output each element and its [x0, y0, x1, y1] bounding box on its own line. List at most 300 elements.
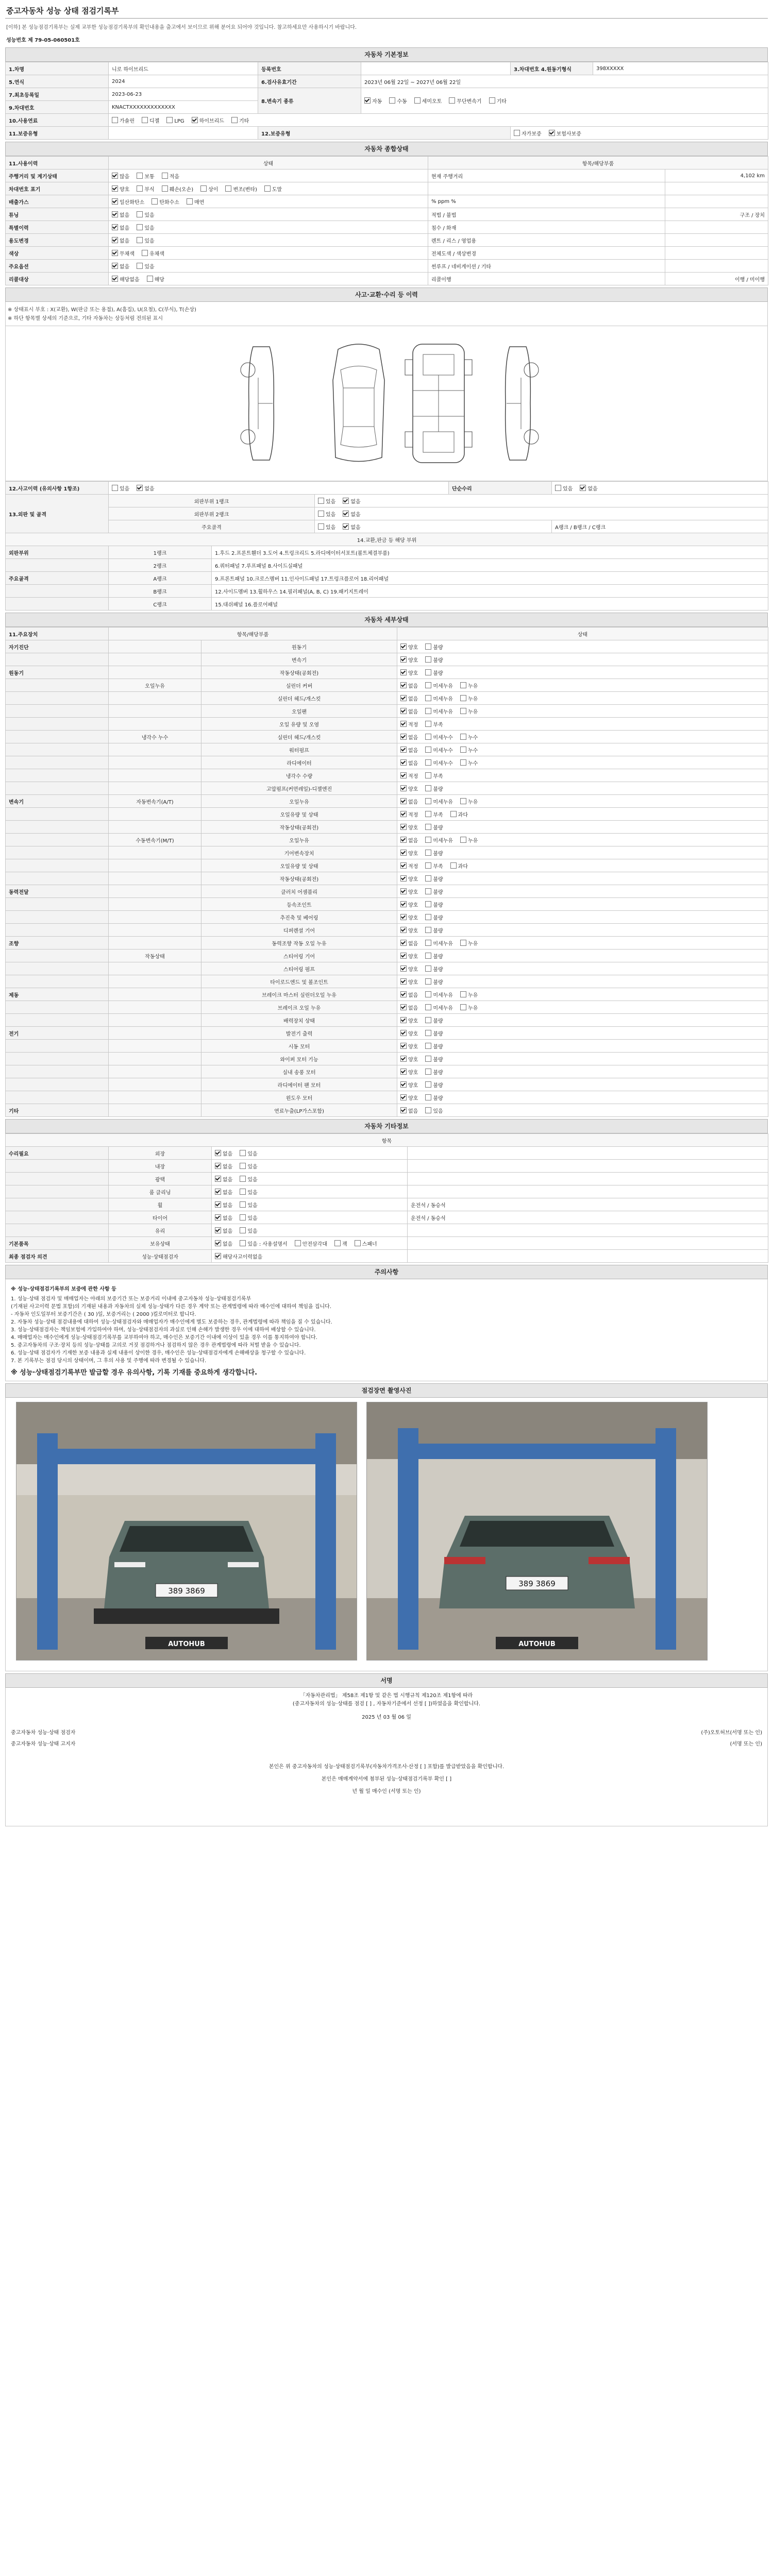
checkbox-icon[interactable]	[400, 669, 407, 675]
checkbox-icon[interactable]	[112, 173, 118, 179]
option[interactable]	[215, 1162, 232, 1170]
option[interactable]	[425, 1042, 443, 1050]
option[interactable]	[112, 211, 129, 218]
checkbox-icon[interactable]	[400, 862, 407, 869]
option[interactable]	[425, 785, 443, 792]
checkbox-icon[interactable]	[400, 695, 407, 701]
checkbox-icon[interactable]	[400, 1081, 407, 1088]
option[interactable]	[112, 185, 129, 193]
checkbox-icon[interactable]	[400, 1056, 407, 1062]
checkbox-icon[interactable]	[142, 250, 148, 256]
checkbox-icon[interactable]	[425, 862, 431, 869]
checkbox-icon[interactable]	[400, 1107, 407, 1113]
option[interactable]	[425, 682, 453, 689]
option[interactable]	[400, 810, 418, 818]
checkbox-icon[interactable]	[400, 927, 407, 933]
option[interactable]	[400, 643, 418, 651]
option[interactable]	[215, 1201, 232, 1209]
option[interactable]	[460, 694, 478, 702]
option[interactable]	[400, 1016, 418, 1024]
checkbox-icon[interactable]	[318, 511, 324, 517]
option[interactable]	[137, 185, 154, 193]
checkbox-icon[interactable]	[343, 511, 349, 517]
checkbox-icon[interactable]	[364, 97, 371, 104]
option[interactable]	[112, 275, 140, 283]
checkbox-icon[interactable]	[425, 1081, 431, 1088]
option[interactable]	[425, 733, 453, 741]
option[interactable]	[450, 810, 468, 818]
checkbox-icon[interactable]	[200, 185, 207, 192]
checkbox-icon[interactable]	[343, 523, 349, 530]
option[interactable]	[389, 97, 407, 105]
checkbox-icon[interactable]	[400, 734, 407, 740]
option[interactable]	[400, 1004, 418, 1011]
checkbox-icon[interactable]	[231, 117, 238, 123]
checkbox-icon[interactable]	[425, 837, 431, 843]
checkbox-icon[interactable]	[425, 1004, 431, 1010]
option[interactable]	[425, 669, 443, 676]
checkbox-icon[interactable]	[215, 1201, 221, 1208]
option[interactable]	[425, 978, 443, 986]
option[interactable]	[449, 97, 481, 105]
checkbox-icon[interactable]	[425, 759, 431, 766]
option[interactable]	[137, 211, 154, 218]
option[interactable]	[400, 1055, 418, 1063]
option[interactable]	[215, 1188, 232, 1196]
checkbox-icon[interactable]	[400, 785, 407, 791]
checkbox-icon[interactable]	[400, 708, 407, 714]
checkbox-icon[interactable]	[425, 1017, 431, 1023]
checkbox-icon[interactable]	[425, 1094, 431, 1100]
checkbox-icon[interactable]	[425, 824, 431, 830]
option[interactable]	[400, 1094, 418, 1101]
checkbox-icon[interactable]	[162, 173, 168, 179]
option[interactable]	[162, 185, 193, 193]
checkbox-icon[interactable]	[240, 1176, 246, 1182]
option[interactable]	[400, 669, 418, 676]
option[interactable]	[555, 484, 573, 492]
option[interactable]	[215, 1149, 232, 1157]
checkbox-icon[interactable]	[400, 682, 407, 688]
option[interactable]	[460, 939, 478, 947]
checkbox-icon[interactable]	[215, 1227, 221, 1233]
option[interactable]	[425, 1016, 443, 1024]
option[interactable]	[343, 497, 360, 505]
checkbox-icon[interactable]	[400, 1043, 407, 1049]
checkbox-icon[interactable]	[425, 721, 431, 727]
option[interactable]	[460, 798, 478, 805]
checkbox-icon[interactable]	[240, 1163, 246, 1169]
checkbox-icon[interactable]	[400, 811, 407, 817]
checkbox-icon[interactable]	[425, 772, 431, 778]
checkbox-icon[interactable]	[400, 1094, 407, 1100]
option[interactable]	[231, 116, 249, 124]
option[interactable]	[460, 733, 478, 741]
option[interactable]	[425, 1081, 443, 1089]
option[interactable]	[425, 759, 453, 767]
checkbox-icon[interactable]	[400, 759, 407, 766]
checkbox-icon[interactable]	[400, 747, 407, 753]
checkbox-icon[interactable]	[400, 850, 407, 856]
checkbox-icon[interactable]	[166, 117, 173, 123]
option[interactable]	[137, 262, 154, 270]
checkbox-icon[interactable]	[425, 798, 431, 804]
checkbox-icon[interactable]	[112, 250, 118, 256]
option[interactable]	[215, 1227, 232, 1234]
checkbox-icon[interactable]	[425, 708, 431, 714]
option[interactable]	[400, 862, 418, 870]
option[interactable]	[400, 823, 418, 831]
option[interactable]	[318, 523, 335, 531]
checkbox-icon[interactable]	[400, 721, 407, 727]
checkbox-icon[interactable]	[425, 656, 431, 663]
option[interactable]	[425, 836, 453, 844]
option[interactable]	[187, 198, 204, 206]
option[interactable]	[425, 1068, 443, 1076]
checkbox-icon[interactable]	[215, 1240, 221, 1246]
option[interactable]	[152, 198, 179, 206]
checkbox-icon[interactable]	[240, 1240, 246, 1246]
checkbox-icon[interactable]	[425, 811, 431, 817]
checkbox-icon[interactable]	[264, 185, 271, 192]
option[interactable]	[400, 785, 418, 792]
option[interactable]	[425, 1029, 443, 1037]
option[interactable]	[400, 836, 418, 844]
option[interactable]	[425, 720, 443, 728]
option[interactable]	[580, 484, 597, 492]
checkbox-icon[interactable]	[400, 888, 407, 894]
checkbox-icon[interactable]	[112, 117, 118, 123]
option[interactable]	[425, 823, 443, 831]
option[interactable]	[400, 759, 418, 767]
option[interactable]	[240, 1201, 257, 1209]
option[interactable]	[400, 682, 418, 689]
option[interactable]	[514, 129, 542, 137]
option[interactable]	[112, 236, 129, 244]
checkbox-icon[interactable]	[489, 97, 495, 104]
option[interactable]	[215, 1252, 262, 1260]
checkbox-icon[interactable]	[240, 1227, 246, 1233]
checkbox-icon[interactable]	[112, 224, 118, 230]
checkbox-icon[interactable]	[425, 747, 431, 753]
checkbox-icon[interactable]	[112, 276, 118, 282]
option[interactable]	[225, 185, 257, 193]
checkbox-icon[interactable]	[137, 485, 143, 491]
option[interactable]	[425, 1094, 443, 1101]
checkbox-icon[interactable]	[425, 643, 431, 650]
option[interactable]	[343, 510, 360, 518]
checkbox-icon[interactable]	[425, 785, 431, 791]
checkbox-icon[interactable]	[400, 656, 407, 663]
option[interactable]	[192, 116, 224, 124]
checkbox-icon[interactable]	[137, 224, 143, 230]
checkbox-icon[interactable]	[400, 940, 407, 946]
checkbox-icon[interactable]	[240, 1150, 246, 1156]
checkbox-icon[interactable]	[460, 1004, 466, 1010]
option[interactable]	[215, 1175, 232, 1183]
checkbox-icon[interactable]	[400, 643, 407, 650]
checkbox-icon[interactable]	[334, 1240, 341, 1246]
checkbox-icon[interactable]	[580, 485, 586, 491]
option[interactable]	[400, 1107, 418, 1114]
checkbox-icon[interactable]	[555, 485, 561, 491]
checkbox-icon[interactable]	[137, 211, 143, 217]
option[interactable]	[318, 497, 335, 505]
option[interactable]	[137, 236, 154, 244]
checkbox-icon[interactable]	[112, 211, 118, 217]
option[interactable]	[400, 926, 418, 934]
option[interactable]	[112, 116, 135, 124]
option[interactable]	[215, 1214, 232, 1222]
checkbox-icon[interactable]	[460, 837, 466, 843]
option[interactable]	[425, 707, 453, 715]
option[interactable]	[343, 523, 360, 531]
option[interactable]	[112, 262, 129, 270]
checkbox-icon[interactable]	[460, 759, 466, 766]
checkbox-icon[interactable]	[137, 263, 143, 269]
option[interactable]	[400, 733, 418, 741]
checkbox-icon[interactable]	[192, 117, 198, 123]
checkbox-icon[interactable]	[355, 1240, 361, 1246]
checkbox-icon[interactable]	[450, 811, 457, 817]
checkbox-icon[interactable]	[425, 953, 431, 959]
checkbox-icon[interactable]	[549, 130, 555, 136]
checkbox-icon[interactable]	[425, 927, 431, 933]
checkbox-icon[interactable]	[137, 237, 143, 243]
option[interactable]	[425, 901, 443, 908]
option[interactable]	[215, 1240, 232, 1247]
checkbox-icon[interactable]	[460, 940, 466, 946]
option[interactable]	[489, 97, 507, 105]
checkbox-icon[interactable]	[147, 276, 153, 282]
checkbox-icon[interactable]	[240, 1189, 246, 1195]
checkbox-icon[interactable]	[425, 914, 431, 920]
option[interactable]	[425, 952, 443, 960]
option[interactable]	[460, 707, 478, 715]
option[interactable]	[425, 810, 443, 818]
option[interactable]	[162, 172, 179, 180]
option[interactable]	[425, 862, 443, 870]
option[interactable]	[264, 185, 282, 193]
option[interactable]	[112, 198, 144, 206]
option[interactable]	[240, 1162, 257, 1170]
option[interactable]	[425, 913, 443, 921]
option[interactable]	[112, 224, 129, 231]
option[interactable]	[400, 656, 418, 664]
checkbox-icon[interactable]	[400, 1004, 407, 1010]
checkbox-icon[interactable]	[215, 1189, 221, 1195]
checkbox-icon[interactable]	[425, 850, 431, 856]
option[interactable]	[137, 224, 154, 231]
checkbox-icon[interactable]	[400, 914, 407, 920]
option[interactable]	[400, 888, 418, 895]
checkbox-icon[interactable]	[425, 695, 431, 701]
checkbox-icon[interactable]	[400, 798, 407, 804]
checkbox-icon[interactable]	[137, 173, 143, 179]
checkbox-icon[interactable]	[400, 772, 407, 778]
option[interactable]	[147, 275, 164, 283]
option[interactable]	[318, 510, 335, 518]
checkbox-icon[interactable]	[425, 965, 431, 972]
checkbox-icon[interactable]	[425, 940, 431, 946]
checkbox-icon[interactable]	[425, 888, 431, 894]
checkbox-icon[interactable]	[152, 198, 158, 205]
option[interactable]	[400, 1029, 418, 1037]
option[interactable]	[166, 117, 184, 124]
option[interactable]	[460, 836, 478, 844]
checkbox-icon[interactable]	[318, 498, 324, 504]
option[interactable]	[112, 484, 129, 492]
checkbox-icon[interactable]	[400, 901, 407, 907]
checkbox-icon[interactable]	[215, 1253, 221, 1259]
option[interactable]	[400, 939, 418, 947]
option[interactable]	[425, 1055, 443, 1063]
option[interactable]	[425, 965, 443, 973]
checkbox-icon[interactable]	[460, 991, 466, 997]
checkbox-icon[interactable]	[187, 198, 193, 205]
option[interactable]	[240, 1227, 257, 1234]
checkbox-icon[interactable]	[215, 1176, 221, 1182]
checkbox-icon[interactable]	[112, 237, 118, 243]
option[interactable]	[549, 129, 581, 137]
checkbox-icon[interactable]	[400, 1017, 407, 1023]
checkbox-icon[interactable]	[112, 198, 118, 205]
checkbox-icon[interactable]	[112, 185, 118, 192]
checkbox-icon[interactable]	[460, 708, 466, 714]
checkbox-icon[interactable]	[425, 875, 431, 882]
checkbox-icon[interactable]	[514, 130, 520, 136]
checkbox-icon[interactable]	[215, 1150, 221, 1156]
option[interactable]	[142, 249, 164, 257]
checkbox-icon[interactable]	[414, 97, 421, 104]
option[interactable]	[425, 656, 443, 664]
checkbox-icon[interactable]	[215, 1214, 221, 1221]
option[interactable]	[425, 875, 443, 883]
checkbox-icon[interactable]	[400, 991, 407, 997]
option[interactable]	[425, 643, 443, 651]
checkbox-icon[interactable]	[425, 1069, 431, 1075]
option[interactable]	[400, 1042, 418, 1050]
option[interactable]	[425, 772, 443, 779]
option[interactable]	[295, 1240, 327, 1247]
checkbox-icon[interactable]	[240, 1201, 246, 1208]
option[interactable]	[425, 991, 453, 998]
option[interactable]	[400, 991, 418, 998]
option[interactable]	[137, 484, 154, 492]
checkbox-icon[interactable]	[343, 498, 349, 504]
checkbox-icon[interactable]	[112, 485, 118, 491]
option[interactable]	[425, 798, 453, 805]
option[interactable]	[400, 913, 418, 921]
option[interactable]	[137, 172, 154, 180]
checkbox-icon[interactable]	[400, 824, 407, 830]
checkbox-icon[interactable]	[425, 901, 431, 907]
option[interactable]	[460, 746, 478, 754]
checkbox-icon[interactable]	[425, 1107, 431, 1113]
checkbox-icon[interactable]	[162, 185, 168, 192]
checkbox-icon[interactable]	[400, 953, 407, 959]
checkbox-icon[interactable]	[460, 734, 466, 740]
checkbox-icon[interactable]	[425, 991, 431, 997]
checkbox-icon[interactable]	[425, 669, 431, 675]
option[interactable]	[400, 952, 418, 960]
option[interactable]	[400, 720, 418, 728]
checkbox-icon[interactable]	[460, 798, 466, 804]
option[interactable]	[400, 1068, 418, 1076]
option[interactable]	[400, 978, 418, 986]
checkbox-icon[interactable]	[137, 185, 143, 192]
checkbox-icon[interactable]	[425, 1030, 431, 1036]
option[interactable]	[355, 1240, 377, 1247]
checkbox-icon[interactable]	[400, 965, 407, 972]
checkbox-icon[interactable]	[225, 185, 231, 192]
checkbox-icon[interactable]	[400, 1030, 407, 1036]
checkbox-icon[interactable]	[389, 97, 395, 104]
checkbox-icon[interactable]	[400, 1069, 407, 1075]
option[interactable]	[425, 939, 453, 947]
checkbox-icon[interactable]	[425, 682, 431, 688]
checkbox-icon[interactable]	[400, 875, 407, 882]
option[interactable]	[240, 1149, 257, 1157]
option[interactable]	[425, 694, 453, 702]
option[interactable]	[460, 991, 478, 998]
option[interactable]	[450, 862, 468, 870]
checkbox-icon[interactable]	[460, 682, 466, 688]
option[interactable]	[425, 746, 453, 754]
checkbox-icon[interactable]	[142, 117, 148, 123]
checkbox-icon[interactable]	[450, 862, 457, 869]
checkbox-icon[interactable]	[460, 695, 466, 701]
option[interactable]	[142, 116, 159, 124]
option[interactable]	[414, 97, 442, 105]
option[interactable]	[240, 1175, 257, 1183]
option[interactable]	[400, 901, 418, 908]
option[interactable]	[400, 694, 418, 702]
checkbox-icon[interactable]	[400, 978, 407, 985]
option[interactable]	[364, 97, 382, 105]
option[interactable]	[400, 746, 418, 754]
checkbox-icon[interactable]	[215, 1163, 221, 1169]
option[interactable]	[425, 888, 443, 895]
checkbox-icon[interactable]	[318, 523, 324, 530]
checkbox-icon[interactable]	[295, 1240, 301, 1246]
option[interactable]	[425, 1004, 453, 1011]
option[interactable]	[200, 185, 218, 193]
checkbox-icon[interactable]	[425, 1056, 431, 1062]
option[interactable]	[400, 798, 418, 805]
checkbox-icon[interactable]	[449, 97, 455, 104]
option[interactable]	[425, 849, 443, 857]
checkbox-icon[interactable]	[425, 734, 431, 740]
checkbox-icon[interactable]	[400, 837, 407, 843]
option[interactable]	[425, 1107, 443, 1114]
option[interactable]	[425, 926, 443, 934]
option[interactable]	[334, 1240, 347, 1247]
option[interactable]	[400, 1081, 418, 1089]
option[interactable]	[112, 249, 135, 257]
option[interactable]	[240, 1240, 287, 1247]
option[interactable]	[460, 759, 478, 767]
option[interactable]	[460, 682, 478, 689]
checkbox-icon[interactable]	[425, 978, 431, 985]
option[interactable]	[400, 772, 418, 779]
checkbox-icon[interactable]	[240, 1214, 246, 1221]
checkbox-icon[interactable]	[460, 747, 466, 753]
option[interactable]	[240, 1188, 257, 1196]
checkbox-icon[interactable]	[112, 263, 118, 269]
checkbox-icon[interactable]	[425, 1043, 431, 1049]
option[interactable]	[460, 1004, 478, 1011]
